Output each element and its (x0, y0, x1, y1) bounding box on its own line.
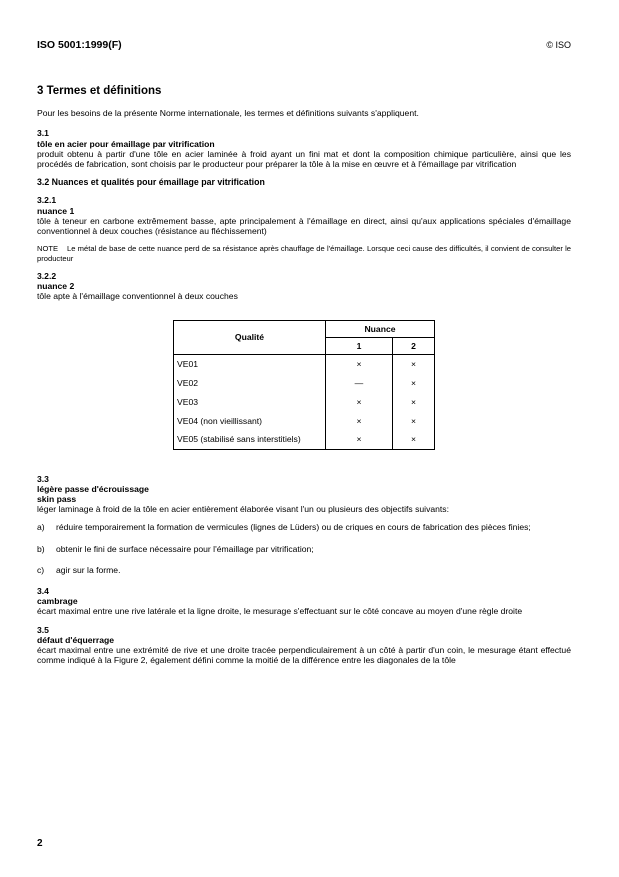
objectives-list (37, 522, 571, 575)
list-item (37, 565, 571, 575)
quality-cell: VE04 (non vieillissant) (174, 411, 326, 430)
term-definition: tôle apte à l'émaillage conventionnel à deux couches (37, 291, 238, 302)
note-label: NOTE (37, 244, 59, 254)
column-header-2: 2 (392, 337, 434, 354)
nuance-1-cell: × (326, 430, 393, 449)
term-definition: léger laminage à froid de la tôle en acier entièrement élaborée visant l'un ou plusieurs des objectifs suivants: (37, 504, 449, 515)
nuance-1-cell: × (326, 411, 393, 430)
note (37, 244, 571, 263)
term-number: 3.4 (37, 586, 49, 597)
note-text: Le métal de base de cette nuance perd de sa résistance après chauffage de l'émaillage. Lorsque ceci cause des difficultés, il convient de consulter le producteur (37, 244, 571, 263)
nuance-1-cell: × (326, 392, 393, 411)
term-number: 3.5 (37, 624, 49, 635)
term-3-5 (37, 625, 571, 666)
term-name: cambrage (37, 596, 78, 607)
quality-cell: VE02 (174, 373, 326, 392)
document-id: ISO 5001:1999(F) (37, 39, 122, 51)
table-row (174, 373, 435, 392)
copyright-mark: © ISO (546, 40, 571, 50)
nuance-2-cell: × (392, 392, 434, 411)
section-intro: Pour les besoins de la présente Norme internationale, les termes et définitions suivants s'appliquent. (37, 108, 419, 119)
list-marker: c) (37, 564, 45, 575)
term-3-4 (37, 586, 571, 617)
quality-cell: VE05 (stabilisé sans interstitiels) (174, 430, 326, 449)
term-3-1 (37, 128, 571, 169)
column-header-1: 1 (326, 337, 393, 354)
list-text: réduire temporairement la formation de vermicules (lignes de Lüders) ou de criques en cours de fabrication des pièces finies; (56, 522, 531, 533)
list-text: obtenir le fini de surface nécessaire pour l'émaillage par vitrification; (56, 543, 314, 554)
term-name: tôle en acier pour émaillage par vitrification (37, 138, 215, 149)
list-item (37, 544, 571, 554)
term-definition: tôle à teneur en carbone extrêmement basse, apte principalement à l'émaillage en direct, ainsi qu'aux applications spéciales d'émaillage conventionnel à deux couches (résistance au fléchissement) (37, 215, 571, 237)
table-row (174, 392, 435, 411)
nuance-2-cell: × (392, 373, 434, 392)
nuance-2-cell: × (392, 411, 434, 430)
quality-cell: VE03 (174, 392, 326, 411)
term-name: défaut d'équerrage (37, 634, 115, 645)
page-content (37, 86, 571, 674)
nuance-1-cell: × (326, 354, 393, 373)
nuance-table (173, 320, 435, 450)
section-title: 3 Termes et définitions (37, 85, 162, 97)
term-number: 3.1 (37, 128, 49, 139)
list-item (37, 522, 571, 532)
nuance-2-cell: × (392, 354, 434, 373)
list-marker: b) (37, 543, 45, 554)
term-name: nuance 1 (37, 205, 75, 216)
subsection-title: 3.2 Nuances et qualités pour émaillage par vitrification (37, 177, 265, 188)
term-number: 3.2.1 (37, 195, 57, 206)
term-number: 3.2.2 (37, 271, 57, 282)
term-name: légère passe d'écrouissage (37, 483, 149, 494)
quality-cell: VE01 (174, 354, 326, 373)
term-definition: produit obtenu à partir d'une tôle en acier laminée à froid ayant un fini mat et dont la composition chimique particulière, ainsi que les procédés de fabrication, sont choisis par le producteur pour préparer la tôle à la mise en œuvre et à l'émaillage par vitrification (37, 148, 571, 170)
page-number: 2 (37, 838, 43, 849)
term-alt-name: skin pass (37, 494, 77, 505)
nuance-2-cell: × (392, 430, 434, 449)
table-row (174, 430, 435, 449)
list-text: agir sur la forme. (56, 564, 121, 575)
term-3-2-1 (37, 195, 571, 236)
nuance-1-cell: — (326, 373, 393, 392)
table-row (174, 354, 435, 373)
term-definition: écart maximal entre une extrémité de rive et une droite tracée perpendiculairement à un côté à partir d'un coin, le mesurage étant effectué comme indiqué à la Figure 2, également défini comme la moitié de la différence entre les diagonales de la tôle (37, 645, 571, 666)
list-marker: a) (37, 522, 45, 533)
term-number: 3.3 (37, 473, 49, 484)
term-3-2-2 (37, 271, 571, 302)
column-header-nuance: Nuance (326, 320, 435, 337)
term-3-3 (37, 474, 571, 575)
column-header-quality: Qualité (174, 320, 326, 354)
term-name: nuance 2 (37, 281, 75, 292)
table-row (174, 411, 435, 430)
term-definition: écart maximal entre une rive latérale et la ligne droite, le mesurage s'effectuant sur le côté concave au moyen d'une règle droite (37, 606, 523, 617)
